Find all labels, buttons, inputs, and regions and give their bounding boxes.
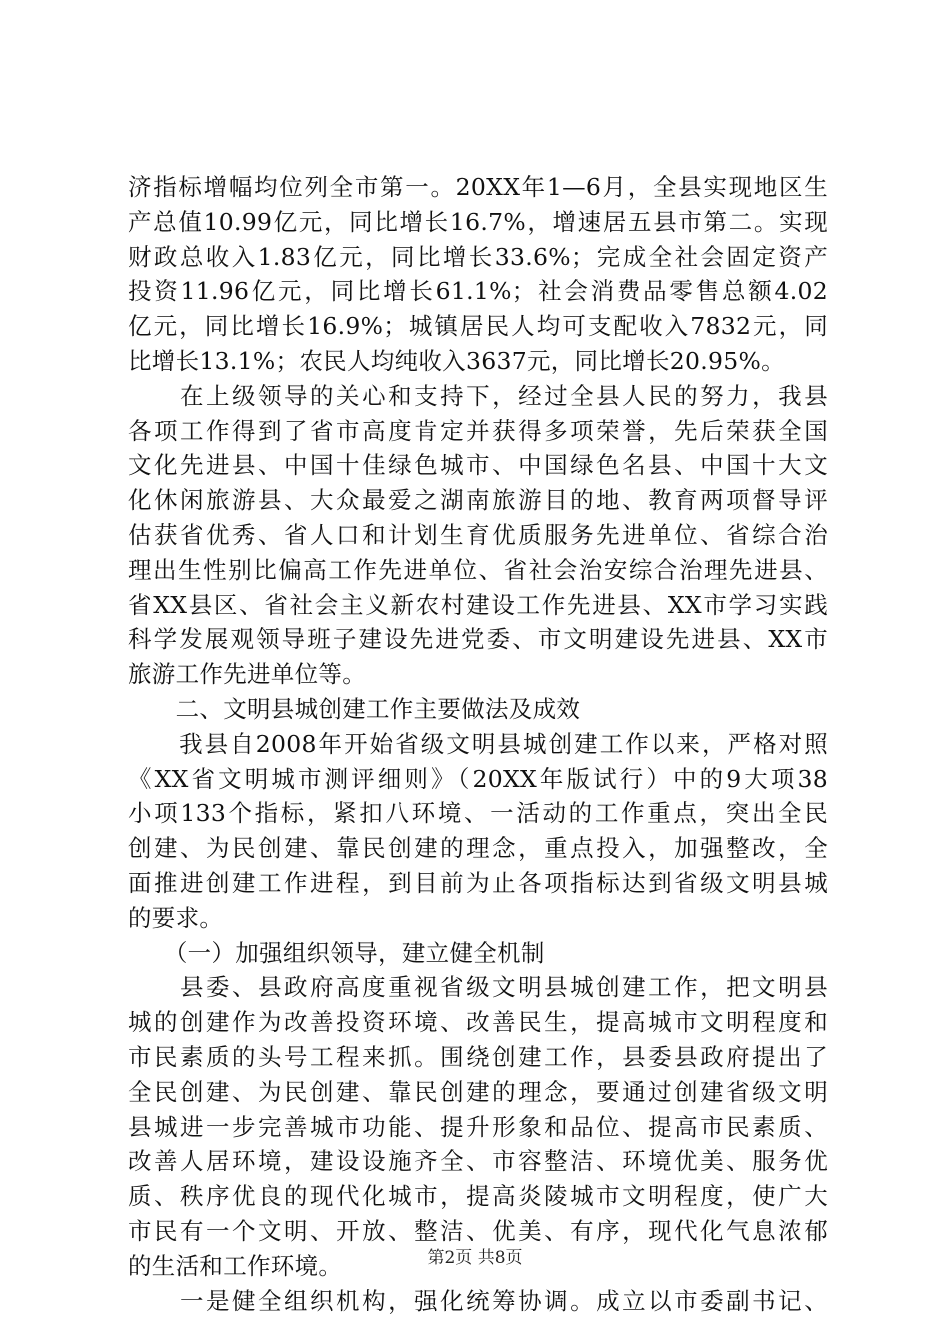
body-text: [128, 170, 828, 1318]
text-line: 创建、为民创建、靠民创建的理念，重点投入，加强整改，全: [128, 834, 828, 863]
text-line: 产总值10.99亿元，同比增长16.7%，增速居五县市第二。实现: [128, 207, 828, 236]
text-line: 《XX省文明城市测评细则》（20XX年版试行）中的9大项38: [128, 764, 828, 793]
text-line: 财政总收入1.83亿元，同比增长33.6%；完成全社会固定资产: [128, 242, 828, 271]
text-line: 城的创建作为改善投资环境、改善民生，提高城市文明程度和: [128, 1008, 828, 1037]
subsection-heading: （一）加强组织领导，建立健全机制: [128, 938, 545, 967]
text-line: 市民有一个文明、开放、整洁、优美、有序，现代化气息浓郁: [128, 1216, 828, 1245]
text-line: 理出生性别比偏高工作先进单位、省社会治安综合治理先进县、: [128, 555, 828, 584]
text-line: 科学发展观领导班子建设先进党委、市文明建设先进县、XX市: [128, 625, 828, 654]
text-line: 小项133个指标，紧扣八环境、一活动的工作重点，突出全民: [128, 799, 828, 828]
text-line: 县委、县政府高度重视省级文明县城创建工作，把文明县: [128, 973, 828, 1002]
text-line: 市民素质的头号工程来抓。围绕创建工作，县委县政府提出了: [128, 1042, 828, 1071]
text-line: 各项工作得到了省市高度肯定并获得多项荣誉，先后荣获全国: [128, 416, 828, 445]
text-line: 旅游工作先进单位等。: [128, 660, 366, 689]
text-line: 一是健全组织机构，强化统筹协调。成立以市委副书记、: [128, 1286, 828, 1315]
text-line: 县城进一步完善城市功能、提升形象和品位、提高市民素质、: [128, 1112, 828, 1141]
text-line: 的生活和工作环境。: [128, 1251, 343, 1280]
text-line: 亿元，同比增长16.9%；城镇居民人均可支配收入7832元，同: [128, 312, 828, 341]
text-line: 投资11.96亿元，同比增长61.1%；社会消费品零售总额4.02: [128, 277, 828, 306]
text-line: 质、秩序优良的现代化城市，提高炎陵城市文明程度，使广大: [128, 1182, 828, 1211]
page-footer: 第2页 共8页: [427, 1248, 523, 1268]
text-line: 面推进创建工作进程，到目前为止各项指标达到省级文明县城: [128, 868, 828, 897]
text-line: 文化先进县、中国十佳绿色城市、中国绿色名县、中国十大文: [128, 451, 828, 480]
text-line: 化休闲旅游县、大众最爱之湖南旅游目的地、教育两项督导评: [128, 486, 828, 515]
text-line: 在上级领导的关心和支持下，经过全县人民的努力，我县: [128, 381, 828, 410]
text-line: 改善人居环境，建设设施齐全、市容整洁、环境优美、服务优: [128, 1147, 828, 1176]
text-line: 我县自2008年开始省级文明县城创建工作以来，严格对照: [128, 729, 828, 758]
text-line: 全民创建、为民创建、靠民创建的理念，要通过创建省级文明: [128, 1077, 828, 1106]
text-line: 的要求。: [128, 903, 224, 932]
text-line: 济指标增幅均位列全市第一。20XX年1—6月，全县实现地区生: [128, 173, 828, 201]
text-line: 估获省优秀、省人口和计划生育优质服务先进单位、省综合治: [128, 520, 828, 549]
text-line: 省XX县区、省社会主义新农村建设工作先进县、XX市学习实践: [128, 590, 828, 619]
section-heading: 二、文明县城创建工作主要做法及成效: [128, 694, 581, 723]
text-line: 比增长13.1%；农民人均纯收入3637元，同比增长20.95%。: [128, 346, 785, 375]
